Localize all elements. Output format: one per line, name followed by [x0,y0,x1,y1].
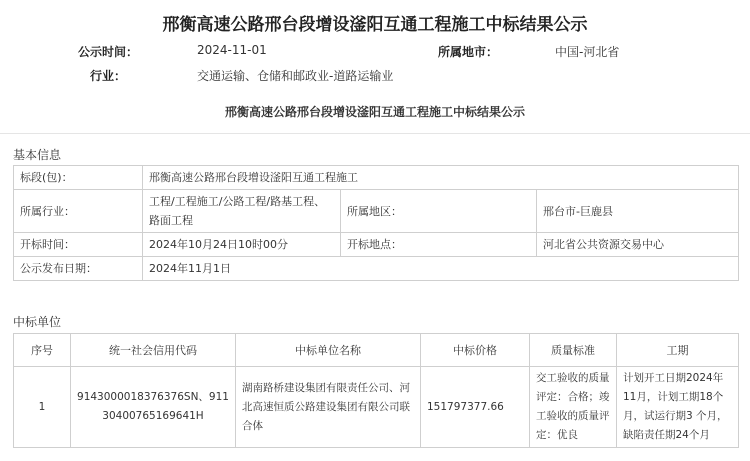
column-header: 序号 [14,334,71,367]
table-row [14,367,739,448]
basic-info-heading: 基本信息 [13,148,62,162]
page-title: 邢衡高速公路邢台段增设滏阳互通工程施工中标结果公示 [162,15,588,35]
construction-period: 计划开工日期2024年11月，计划工期18个月，试运行期3 个月，缺陷责任期24个月 [617,367,739,448]
divider [0,133,750,134]
publish-date-label: 公示发布日期： [14,257,143,281]
area-value: 邢台市-巨鹿县 [537,190,739,233]
table-row [14,166,739,190]
credit-code: 9143000018376376SN、91130400765169641H [71,367,236,448]
winner-heading: 中标单位 [13,315,62,329]
industry-value: 工程/工程施工/公路工程/路基工程、路面工程 [143,190,341,233]
publish-date-value: 2024年11月1日 [143,257,739,281]
winner-table [13,333,739,448]
open-time-value: 2024年10月24日10时00分 [143,233,341,257]
open-time-label: 开标时间： [14,233,143,257]
region-value: 中国-河北省 [555,45,620,59]
notice-subtitle: 邢衡高速公路邢台段增设滏阳互通工程施工中标结果公示 [224,105,525,119]
column-header: 统一社会信用代码 [71,334,236,367]
industry-label: 行业： [90,69,127,83]
winner-price: 151797377.66 [421,367,530,448]
column-header: 质量标准 [530,334,617,367]
column-header: 中标单位名称 [236,334,421,367]
row-number: 1 [14,367,71,448]
area-label: 所属地区： [341,190,537,233]
winner-name: 湖南路桥建设集团有限责任公司、河北高速恒质公路建设集团有限公司联合体 [236,367,421,448]
publish-time-label: 公示时间： [78,45,139,59]
region-label: 所属地市： [438,45,499,59]
section-label: 标段(包)： [14,166,143,190]
table-row [14,233,739,257]
table-row [14,257,739,281]
industry-label: 所属行业： [14,190,143,233]
table-row [14,190,739,233]
publish-time-value: 2024-11-01 [197,43,267,57]
quality-standard: 交工验收的质量评定：合格；竣工验收的质量评定：优良 [530,367,617,448]
industry-value: 交通运输、仓储和邮政业-道路运输业 [197,69,394,83]
column-header: 工期 [617,334,739,367]
column-header: 中标价格 [421,334,530,367]
section-value: 邢衡高速公路邢台段增设滏阳互通工程施工 [143,166,739,190]
open-place-label: 开标地点： [341,233,537,257]
table-header-row [14,334,739,367]
open-place-value: 河北省公共资源交易中心 [537,233,739,257]
basic-info-table [13,165,739,281]
